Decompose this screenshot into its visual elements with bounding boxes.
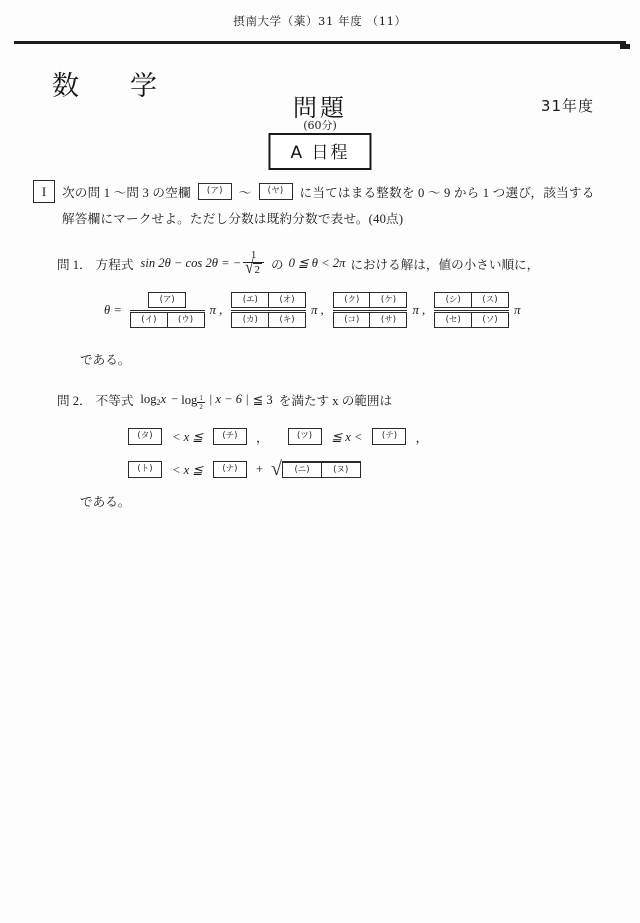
question-1-expr-right: における解は，値の小さい順に， <box>350 257 540 272</box>
instruction-line-1 <box>62 182 595 201</box>
answer-box-ni: (ニ) <box>282 462 322 478</box>
answer-box-nu: (ヌ) <box>321 462 361 478</box>
answer-box-to: (ト) <box>128 461 162 478</box>
log-label-2: log <box>181 393 198 408</box>
answer-box-se: (セ) <box>434 312 472 328</box>
question-2-tail: を満たす x の範囲は <box>278 394 393 408</box>
question-2-lead: 不等式 <box>95 394 134 408</box>
answer-box-ki: (キ) <box>268 312 306 328</box>
theta-equals-label: θ = <box>104 302 122 317</box>
log-base-half-fraction <box>197 394 205 411</box>
answer-box-tsu: (ツ) <box>288 428 322 445</box>
log-base-half-group <box>181 391 207 411</box>
sqrt-radicand: 2 <box>254 263 260 276</box>
question-1-number: 問 1． <box>57 257 92 272</box>
pi-symbol-2: π <box>311 302 318 318</box>
answer-fraction-2 <box>231 292 306 328</box>
header-rule <box>14 41 626 44</box>
section-marker-1: I <box>33 180 55 203</box>
answer-box-sa: (サ) <box>369 312 407 328</box>
fraction-3-numerator <box>333 292 408 308</box>
answer-box-na: (ナ) <box>213 461 247 478</box>
fraction-2-denominator <box>231 312 306 328</box>
fraction-1-denominator <box>130 312 205 328</box>
absolute-value-expression: | x − 6 | <box>208 392 249 406</box>
question-1-answer-row <box>104 292 523 328</box>
exam-duration: (60分) <box>303 119 337 132</box>
instruction-line-2: 解答欄にマークせよ。ただし分数は既約分数で表せ。(40点) <box>62 212 404 226</box>
answer-box-chi: (チ) <box>213 428 247 445</box>
pi-symbol-4: π <box>513 302 521 318</box>
question-1-expr-mid: の <box>271 257 284 272</box>
answer-box-i: (イ) <box>130 312 168 328</box>
answer-box-ka: (カ) <box>231 312 269 328</box>
exam-year: 31年度 <box>540 97 594 115</box>
radical-group <box>271 458 361 480</box>
operator-3: < x ≦ <box>172 462 203 477</box>
question-2-closing: である。 <box>80 495 131 509</box>
pi-symbol-1: π <box>209 302 217 318</box>
comma-2: , <box>320 302 324 318</box>
answer-box-te: (テ) <box>372 428 406 445</box>
fraction-numerator: 1 <box>250 249 257 261</box>
fraction-4-numerator <box>434 292 509 308</box>
log-base-2-group <box>140 392 166 407</box>
answer-box-shi: (シ) <box>434 292 472 308</box>
fraction-1-bar <box>130 310 205 311</box>
base-half-numerator: 1 <box>199 393 203 402</box>
operator-2: ≦ x < <box>331 429 363 444</box>
radicand-row <box>282 462 361 478</box>
sqrt-group <box>245 257 262 278</box>
page-title: 数 学 <box>52 71 169 102</box>
sqrt-icon: √ <box>245 257 254 278</box>
question-2-answer-row-1 <box>128 427 428 446</box>
log-arg-x: x <box>160 392 167 406</box>
log-subscript-2: 2 <box>156 398 161 407</box>
fraction-4-bar <box>434 310 509 311</box>
pi-symbol-3: π <box>412 302 419 318</box>
plus-operator: + <box>255 462 264 476</box>
answer-box-a: (ア) <box>148 292 186 308</box>
question-1-closing: である。 <box>80 353 131 367</box>
answer-box-ko: (コ) <box>333 312 371 328</box>
answer-fraction-3 <box>333 292 408 328</box>
answer-box-su: (ス) <box>471 292 509 308</box>
answer-box-so: (ソ) <box>471 312 509 328</box>
sqrt-icon-2: √ <box>271 458 283 480</box>
log-label-1: log <box>140 392 157 406</box>
instruction-text-b: に当てはまる整数を 0 〜 9 から 1 つ選び，該当する <box>299 186 595 200</box>
answer-fraction-1 <box>130 292 205 328</box>
fraction-4-denominator <box>434 312 509 328</box>
fraction-2-numerator <box>231 292 306 308</box>
fraction-2-bar <box>231 310 306 311</box>
exam-schedule-badge: A 日程 <box>268 133 371 170</box>
answer-box-first: (ア) <box>198 183 232 200</box>
radicand-boxes <box>282 461 361 478</box>
fraction-3-bar <box>333 310 408 311</box>
question-2-answer-row-2 <box>128 458 361 480</box>
comma-1: , <box>219 302 223 318</box>
scan-corner-mark <box>620 44 630 49</box>
running-head: 摂南大学（薬）31 年度 （11） <box>233 14 407 28</box>
tilde-symbol: 〜 <box>238 186 252 200</box>
comma-3: , <box>422 302 426 318</box>
base-half-denominator: 2 <box>199 403 203 411</box>
answer-box-ku: (ク) <box>333 292 371 308</box>
fraction-one-over-sqrt-two <box>243 249 264 278</box>
operator-1: < x ≦ <box>172 429 203 444</box>
answer-box-o: (オ) <box>268 292 306 308</box>
answer-box-e: (エ) <box>231 292 269 308</box>
answer-box-last: (ヤ) <box>259 183 293 200</box>
answer-fraction-4 <box>434 292 509 328</box>
separator-comma-1: ， <box>255 431 269 445</box>
question-1-range: 0 ≦ θ < 2π <box>288 256 346 271</box>
minus-operator: − <box>171 392 179 406</box>
question-1-lead: 方程式 <box>95 257 134 272</box>
question-2-number: 問 2． <box>57 394 92 408</box>
fraction-1-numerator <box>148 292 186 308</box>
question-2-statement <box>57 390 392 409</box>
answer-box-u: (ウ) <box>167 312 205 328</box>
instruction-text-a: 次の問 1 〜問 3 の空欄 <box>62 186 191 200</box>
inequality-relation: ≦ 3 <box>252 392 273 407</box>
separator-comma-2: ， <box>415 431 429 445</box>
answer-box-ke: (ケ) <box>369 292 407 308</box>
fraction-3-denominator <box>333 312 408 328</box>
fraction-denominator <box>243 257 264 278</box>
question-1-statement <box>57 249 539 278</box>
exam-title: 問題 <box>293 94 347 122</box>
question-1-equation-left: sin 2θ − cos 2θ = − <box>140 255 242 270</box>
answer-box-ta: (タ) <box>128 428 162 445</box>
